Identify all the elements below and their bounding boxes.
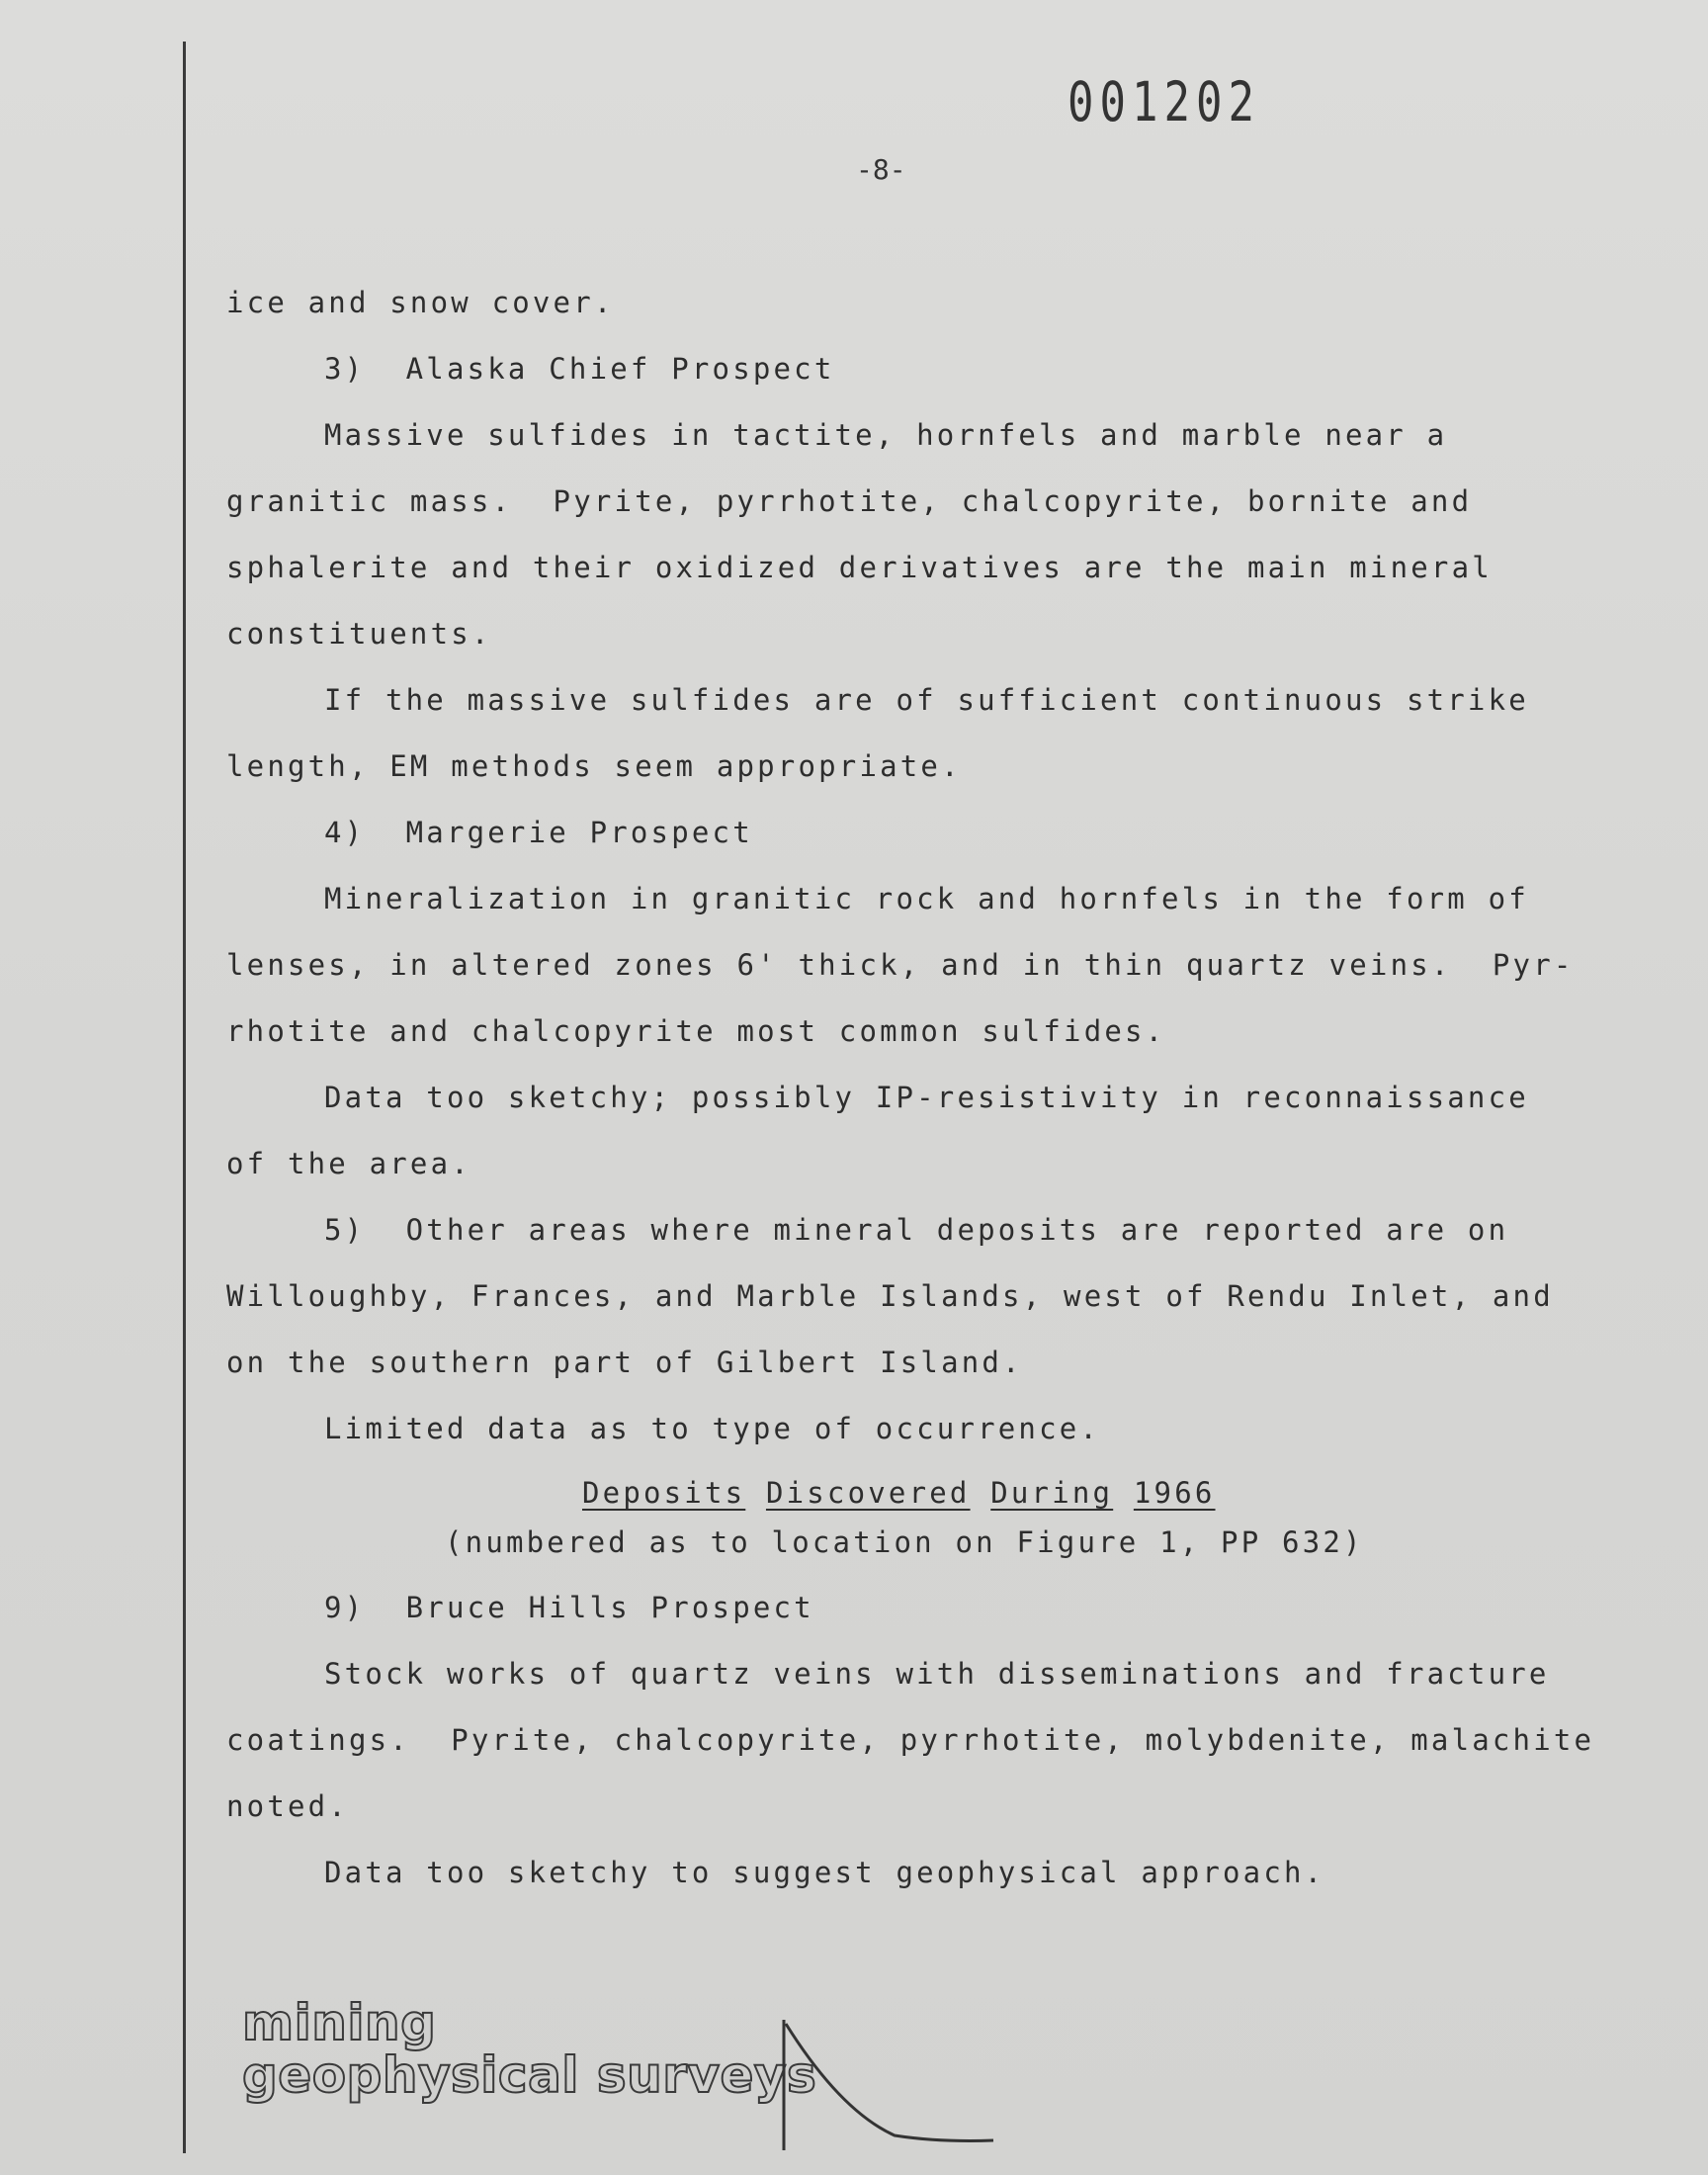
company-logo xyxy=(242,1994,817,2104)
document-id: 001202 xyxy=(1068,71,1260,134)
body-line: 5) Other areas where mineral deposits are reported are on xyxy=(324,1213,1509,1247)
body-line: ice and snow cover. xyxy=(226,286,615,319)
body-line: 4) Margerie Prospect xyxy=(324,816,753,849)
section-subheading: (numbered as to location on Figure 1, PP 632) xyxy=(445,1525,1364,1559)
body-line: Stock works of quartz veins with disseminations and fracture xyxy=(324,1657,1550,1691)
body-line: length, EM methods seem appropriate. xyxy=(226,749,962,783)
heading-word: 1966 xyxy=(1133,1476,1216,1510)
decay-curve-logo-icon xyxy=(771,2012,998,2170)
page-number: -8- xyxy=(856,153,906,186)
margin-rule xyxy=(183,42,186,2153)
body-line: If the massive sulfides are of sufficient continuous strike xyxy=(324,683,1529,717)
body-line: 3) Alaska Chief Prospect xyxy=(324,352,835,386)
heading-word: Discovered xyxy=(765,1476,971,1510)
body-line: sphalerite and their oxidized derivatives are the main mineral xyxy=(226,551,1493,584)
logo-line-geophysical-surveys: geophysical surveys xyxy=(242,2045,817,2104)
body-line: rhotite and chalcopyrite most common sulfides. xyxy=(226,1014,1166,1048)
body-line: noted. xyxy=(226,1789,349,1823)
logo-line-mining: mining xyxy=(242,1994,437,2051)
body-line: constituents. xyxy=(226,617,492,651)
body-line: granitic mass. Pyrite, pyrrhotite, chalcopyrite, bornite and xyxy=(226,484,1473,518)
body-line: of the area. xyxy=(226,1147,471,1180)
body-line: 9) Bruce Hills Prospect xyxy=(324,1591,814,1624)
body-line: Data too sketchy; possibly IP-resistivity in reconnaissance xyxy=(324,1081,1529,1114)
section-heading xyxy=(582,1476,1216,1510)
body-line: Mineralization in granitic rock and hornfels in the form of xyxy=(324,882,1529,915)
body-line: Massive sulfides in tactite, hornfels and marble near a xyxy=(324,418,1448,452)
body-line: lenses, in altered zones 6' thick, and in thin quartz veins. Pyr- xyxy=(226,948,1575,982)
body-line: coatings. Pyrite, chalcopyrite, pyrrhotite, molybdenite, malachite xyxy=(226,1723,1595,1757)
body-line: Willoughby, Frances, and Marble Islands, west of Rendu Inlet, and xyxy=(226,1279,1554,1313)
heading-word: Deposits xyxy=(582,1476,746,1510)
body-line: Limited data as to type of occurrence. xyxy=(324,1412,1101,1445)
body-line: on the southern part of Gilbert Island. xyxy=(226,1346,1023,1379)
body-line: Data too sketchy to suggest geophysical approach. xyxy=(324,1856,1325,1889)
heading-word: During xyxy=(990,1476,1114,1510)
